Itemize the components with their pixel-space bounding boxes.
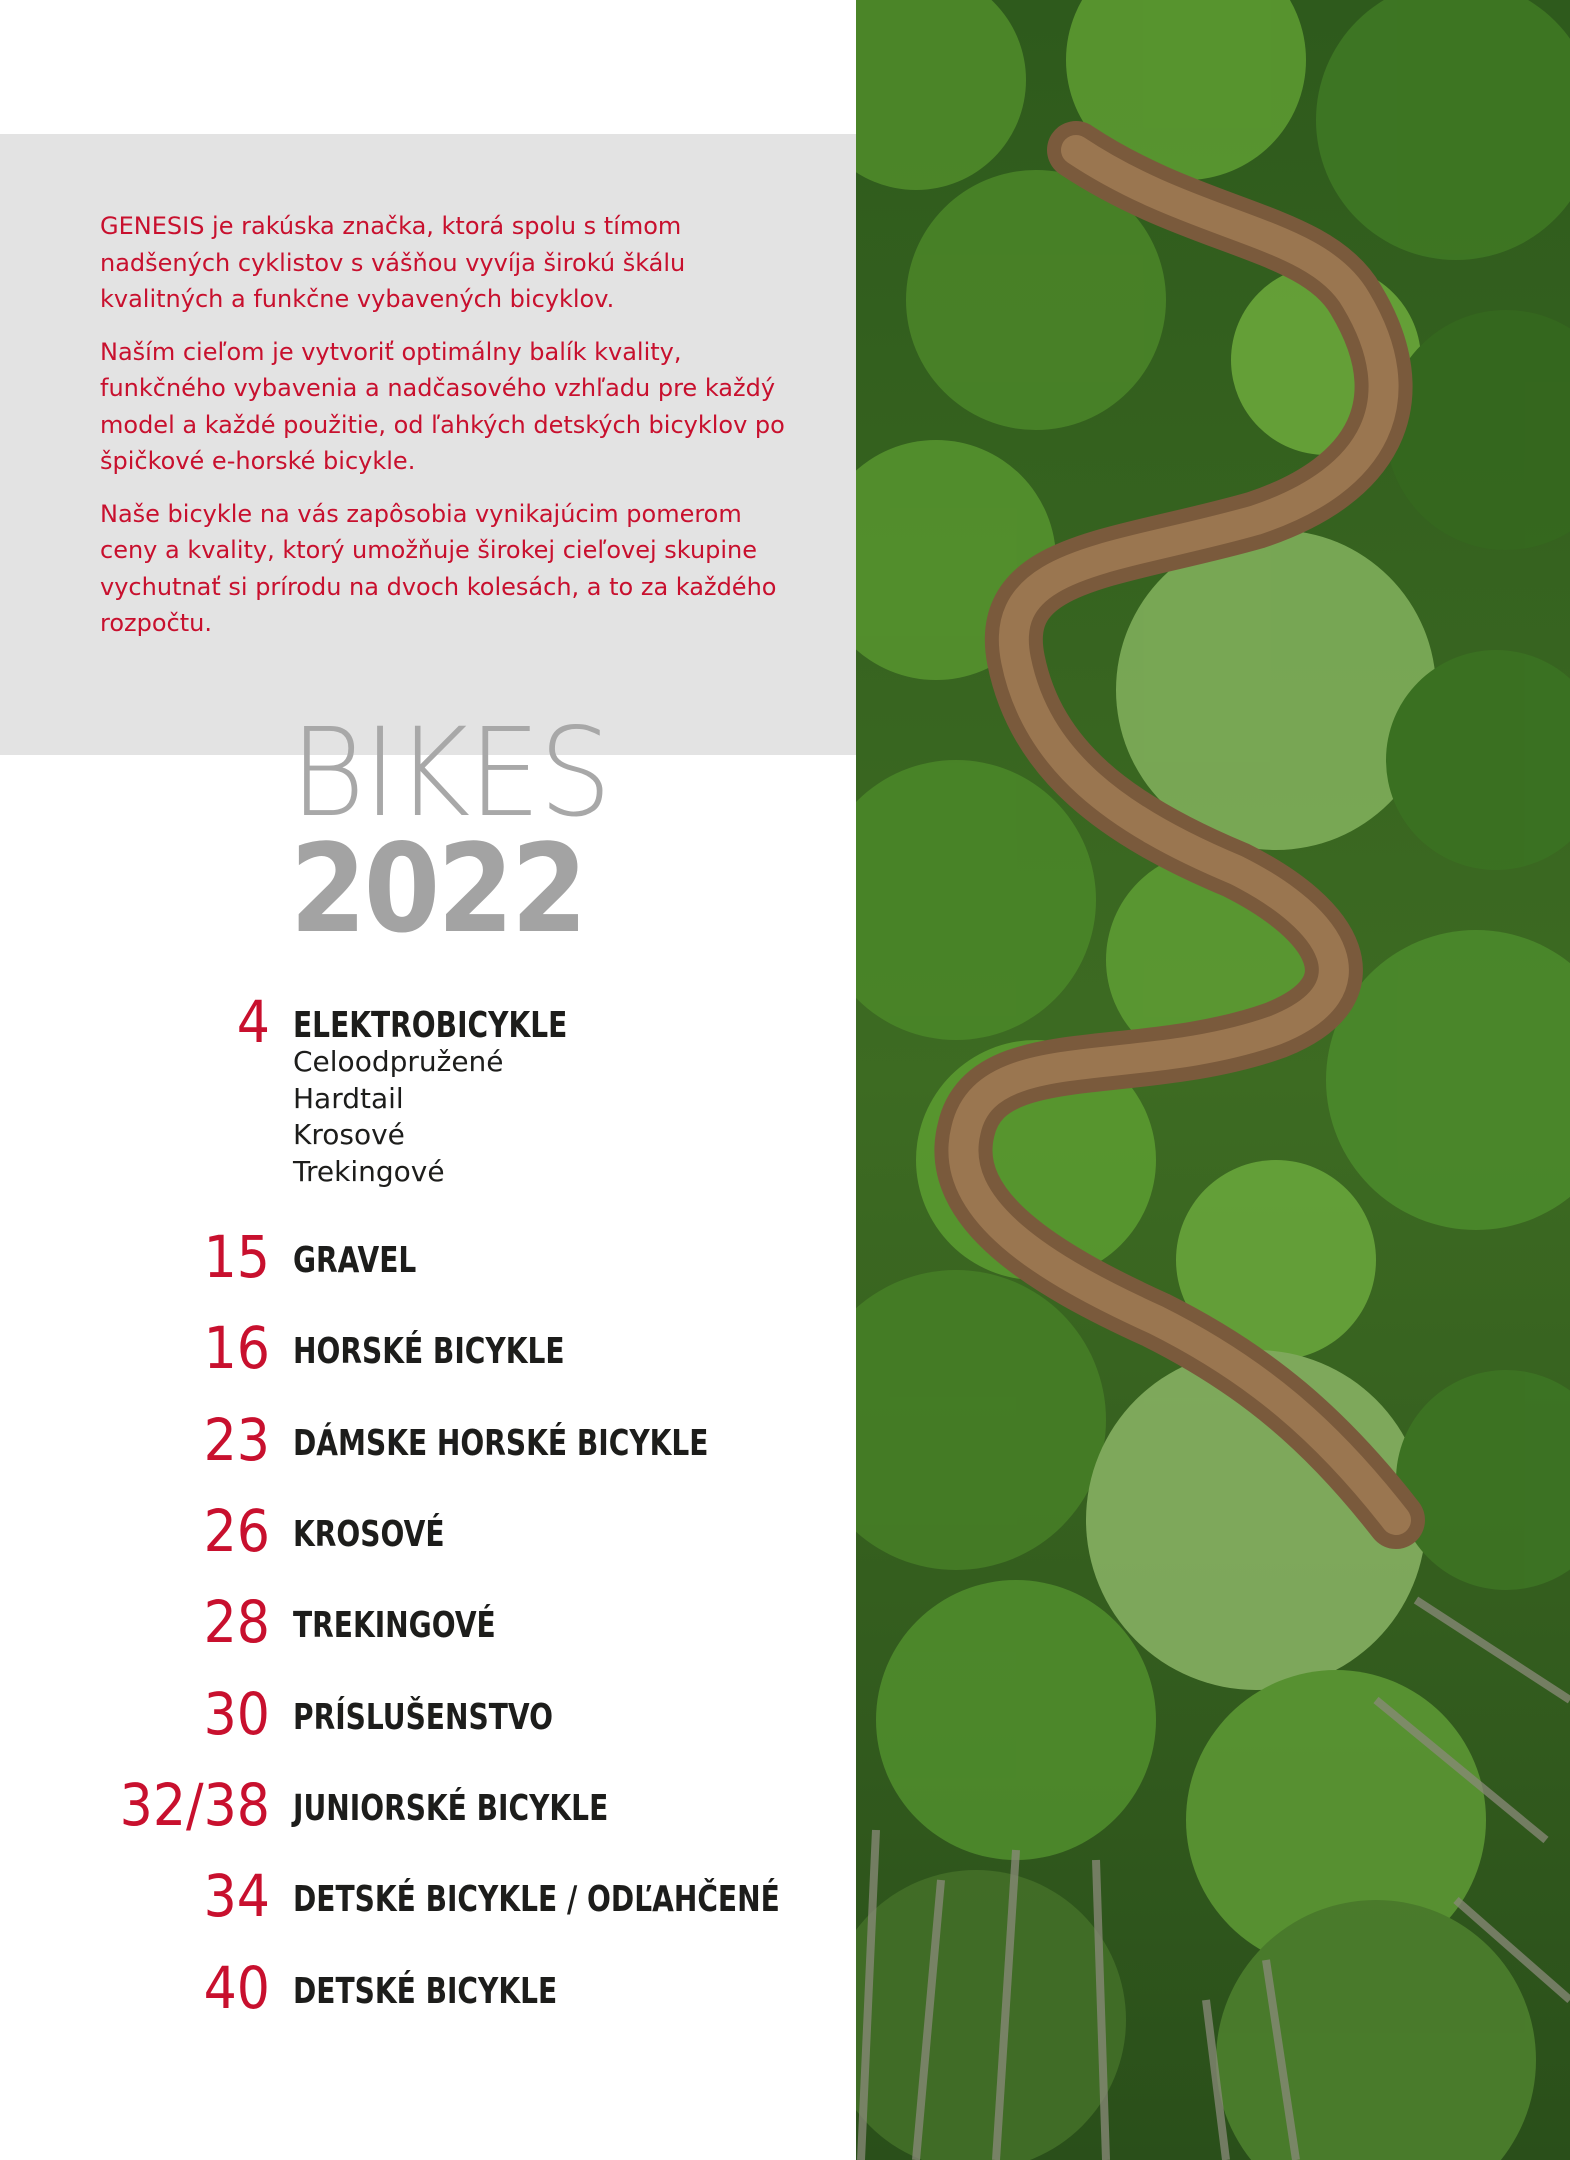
- toc-entry-detske[interactable]: [0, 1956, 850, 2020]
- toc-page-number: 28: [203, 1588, 270, 1656]
- toc-entry-prislusenstvo[interactable]: [0, 1682, 850, 1746]
- toc-section-label: DETSKÉ BICYKLE / ODĽAHČENÉ: [293, 1879, 780, 1920]
- toc-page-number: 15: [203, 1223, 270, 1291]
- toc-page-number: 4: [236, 988, 270, 1056]
- toc-section-label: GRAVEL: [293, 1240, 417, 1281]
- toc-section-label: PRÍSLUŠENSTVO: [293, 1697, 553, 1738]
- toc-entry-trekingove[interactable]: [0, 1590, 850, 1654]
- intro-paragraph: Naše bicykle na vás zapôsobia vynikajúcim pomerom ceny a kvality, ktorý umožňuje širokej cieľovej skupine vychutnať si prírodu na dvoch kolesách, a to za každého rozpočtu.: [100, 499, 777, 637]
- toc-page-number: 30: [203, 1680, 270, 1748]
- toc-entry-juniorske[interactable]: [0, 1773, 850, 1837]
- toc-section-label: ELEKTROBICYKLE: [293, 1005, 568, 1046]
- toc-section-label: KROSOVÉ: [293, 1514, 445, 1555]
- toc-section-label: JUNIORSKÉ BICYKLE: [293, 1788, 609, 1829]
- toc-entry-detske-odlahcene[interactable]: [0, 1864, 850, 1928]
- toc-page-number: 40: [203, 1954, 270, 2022]
- intro-text: [100, 208, 800, 658]
- toc-entry-damske[interactable]: [0, 1408, 850, 1472]
- toc-page-number: 16: [203, 1314, 270, 1382]
- toc-page-number: 32/38: [119, 1771, 270, 1839]
- toc-subsection: Trekingové: [293, 1154, 445, 1188]
- toc-page-number: 34: [203, 1862, 270, 1930]
- toc-subsection: Celoodpružené: [293, 1045, 504, 1078]
- toc-subsection-list: [293, 1044, 504, 1190]
- intro-paragraph: Naším cieľom je vytvoriť optimálny balík kvality, funkčného vybavenia a nadčasového vzhľadu pre každý model a každé použitie, od ľahkých detských bicyklov po špičkové e-horské bicykle.: [100, 337, 785, 475]
- catalog-year: 2022: [290, 818, 585, 960]
- toc-section-label: DÁMSKE HORSKÉ BICYKLE: [293, 1423, 709, 1464]
- toc-page-number: 23: [203, 1406, 270, 1474]
- catalog-title: BIKES: [290, 702, 610, 844]
- toc-entry-horske[interactable]: [0, 1316, 850, 1380]
- toc-subsection: Krosové: [293, 1118, 405, 1151]
- intro-paragraph: GENESIS je rakúska značka, ktorá spolu s tímom nadšených cyklistov s vášňou vyvíja širokú škálu kvalitných a funkčne vybavených bicyklov.: [100, 212, 686, 313]
- toc-page-number: 26: [203, 1497, 270, 1565]
- toc-section-label: HORSKÉ BICYKLE: [293, 1331, 565, 1372]
- toc-entry-krosove[interactable]: [0, 1499, 850, 1563]
- toc-section-label: TREKINGOVÉ: [293, 1605, 496, 1646]
- toc-entry-gravel[interactable]: [0, 1225, 850, 1289]
- aerial-forest-trail-image: [856, 0, 1570, 2160]
- toc-subsection: Hardtail: [293, 1081, 404, 1115]
- toc-section-label: DETSKÉ BICYKLE: [293, 1971, 558, 2012]
